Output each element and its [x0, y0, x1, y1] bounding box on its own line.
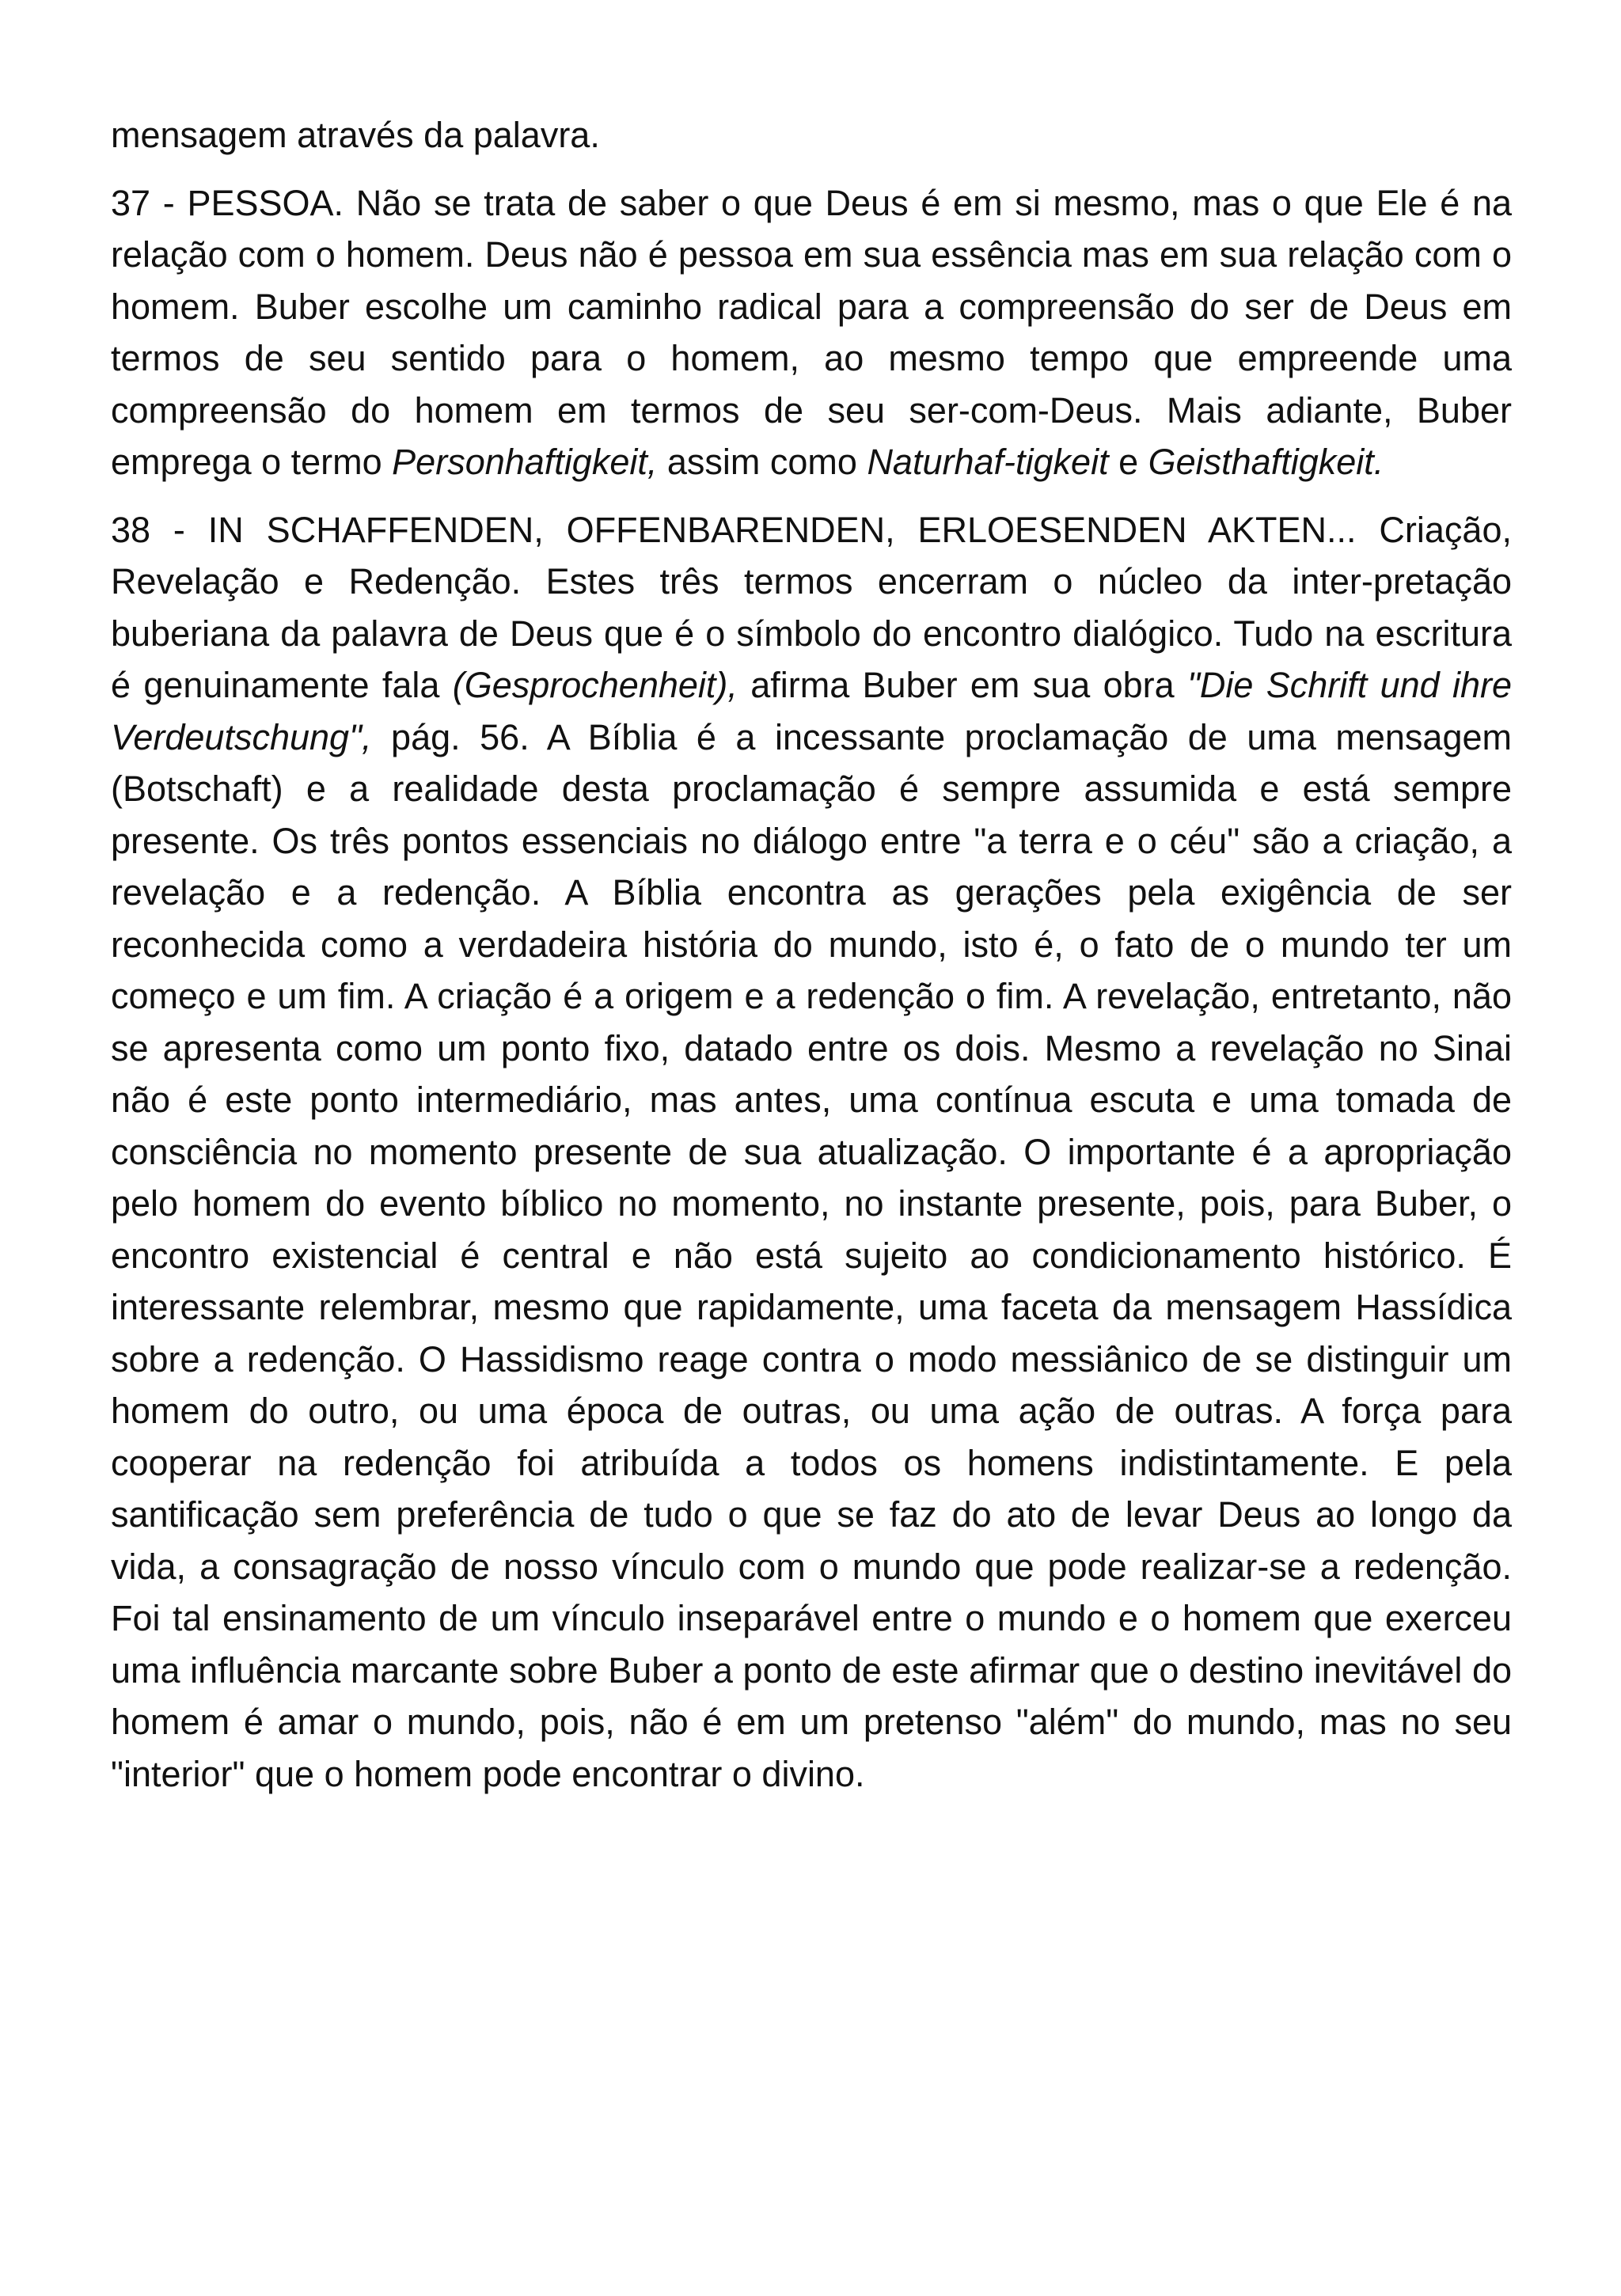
- note-37-paragraph: [111, 177, 1512, 488]
- note-37-term-naturhaftigkeit: Naturhaf-tigkeit: [867, 442, 1109, 482]
- note-37-term-geisthaftigkeit: Geisthaftigkeit.: [1148, 442, 1384, 482]
- note-37-term-personhaftigkeit: Personhaftigkeit,: [392, 442, 658, 482]
- note-37-lead: 37 - PESSOA. Não se trata de saber o que Deus é em si mesmo, mas o que Ele é na relação com o homem. Deus não é pessoa em sua essência mas em sua relação com o homem. Buber escolhe um caminho radical para a compreensão do ser de Deus em termos de seu sentido para o homem, ao mesmo tempo que empreende uma compreensão do homem em termos de seu ser-com-Deus. Mais adiante, Buber emprega o termo: [111, 182, 1512, 482]
- note-38-lead: 38 - IN SCHAFFENDEN, OFFENBARENDEN, ERLOESENDEN AKTEN... Criação, Revelação e Redenção. Estes três termos encerram o núcleo da inter-pretação buberiana da palavra de Deus que é o símbolo do encontro dialógico. Tudo na escritura é genuinamente fala: [111, 509, 1512, 705]
- note-38-paragraph: [111, 504, 1512, 1801]
- note-37-mid: assim como: [657, 442, 867, 482]
- continuation-line: mensagem através da palavra.: [111, 115, 600, 155]
- document-page: [111, 109, 1512, 1800]
- note-38-term-gesprochenheit: (Gesprochenheit),: [452, 665, 738, 705]
- note-38-mid: afirma Buber em sua obra: [737, 665, 1187, 705]
- note-37-and: e: [1108, 442, 1148, 482]
- note-38-work-title: "Die Schrift und ihre Verdeutschung",: [111, 665, 1512, 757]
- note-38-rest: pág. 56. A Bíblia é a incessante proclamação de uma mensagem (Botschaft) e a realidade desta proclamação é sempre assumida e está sempre presente. Os três pontos essenciais no diálogo entre "a terra e o céu" são a criação, a revelação e a redenção. A Bíblia encontra as gerações pela exigência de ser reconhecida como a verdadeira história do mundo, isto é, o fato de o mundo ter um começo e um fim. A criação é a origem e a redenção o fim. A revelação, entretanto, não se apresenta como um ponto fixo, datado entre os dois. Mesmo a revelação no Sinai não é este ponto intermediário, mas antes, uma contínua escuta e uma tomada de consciência no momento presente de sua atualização. O importante é a apropriação pelo homem do evento bíblico no momento, no instante presente, pois, para Buber, o encontro existencial é central e não está sujeito ao condicionamento histórico. É interessante relembrar, mesmo que rapidamente, uma faceta da mensagem Hassídica sobre a redenção. O Hassidismo reage contra o modo messiânico de se distinguir um homem do outro, ou uma época de outras, ou uma ação de outras. A força para cooperar na redenção foi atribuída a todos os homens indistintamente. E pela santificação sem preferência de tudo o que se faz do ato de levar Deus ao longo da vida, a consagração de nosso vínculo com o mundo que pode realizar-se a redenção. Foi tal ensinamento de um vínculo inseparável entre o mundo e o homem que exerceu uma influência marcante sobre Buber a ponto de este afirmar que o destino inevitável do homem é amar o mundo, pois, não é em um pretenso "além" do mundo, mas no seu "interior" que o homem pode encontrar o divino.: [111, 716, 1512, 1794]
